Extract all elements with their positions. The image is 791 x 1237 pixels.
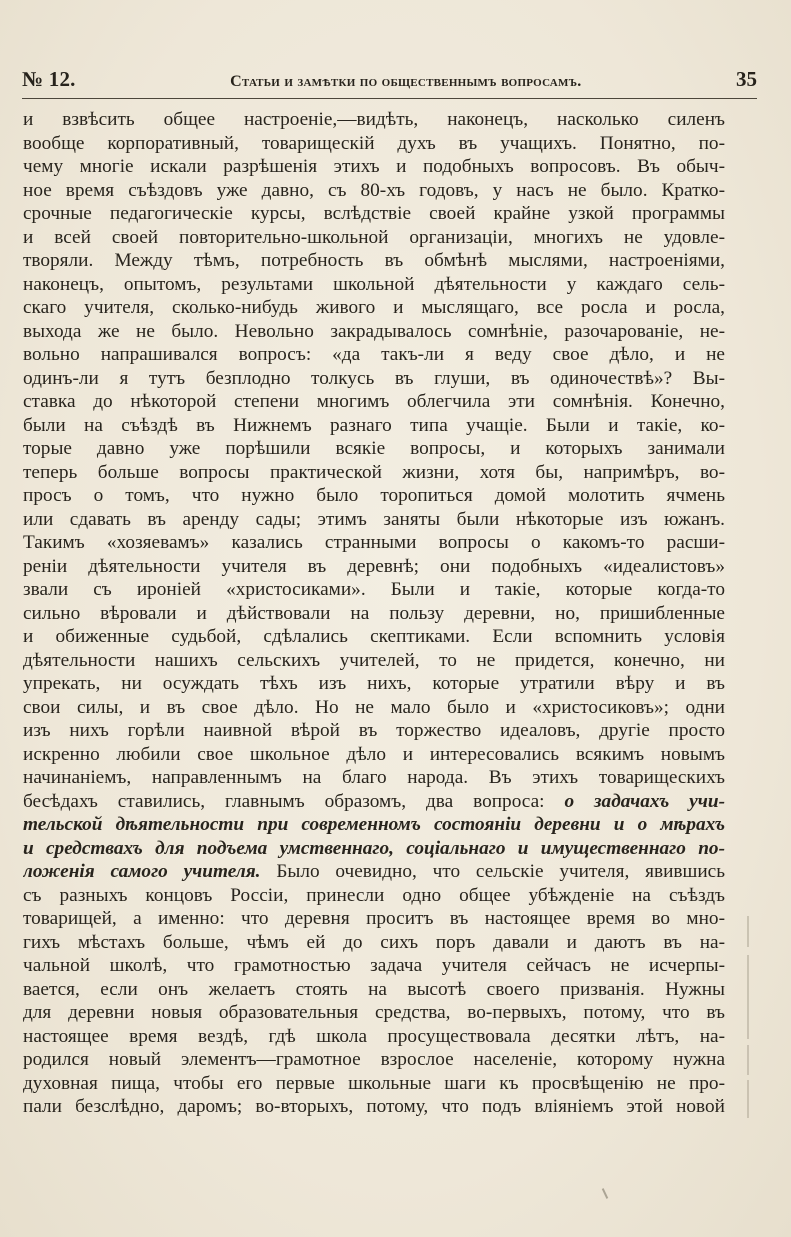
italic-text-line: тельской дѣятельности при современномъ состояніи деревни и о мѣрахъ [23, 814, 725, 835]
text-line: творяли. Между тѣмъ, потребность въ обмѣнѣ мыслями, настроеніями, [23, 250, 725, 271]
article-body [23, 108, 725, 1144]
text-line: вообще корпоративный, товарищескій духъ въ учащихъ. Понятно, по- [23, 132, 725, 154]
text-line: пали безслѣдно, даромъ; во-вторыхъ, потому, что подъ вліяніемъ этой новой [23, 1096, 725, 1117]
text-line: были на съѣздѣ въ Нижнемъ разнаго типа учащіе. Были и такіе, ко- [23, 414, 725, 436]
text-line: свои силы, и въ свое дѣло. Но не мало было и «христосиковъ»; одни [23, 696, 725, 718]
margin-pencil-mark [747, 1045, 749, 1075]
text-line: упрекать, ни осуждать тѣхъ изъ нихъ, которые утратили вѣру и въ [23, 673, 725, 694]
text-line: ное время съѣздовъ уже давно, съ 80-хъ годовъ, у насъ не было. Кратко- [23, 179, 725, 201]
text-line: ставка до нѣкоторой степени многимъ облегчила эти сомнѣнія. Конечно, [23, 391, 725, 412]
page-number: 35 [736, 67, 757, 91]
text-line: и взвѣсить общее настроеніе,—видѣть, наконецъ, насколько силенъ [23, 109, 725, 130]
text-line: выхода же не было. Невольно закрадывалось сомнѣніе, разочарованіе, не- [23, 320, 725, 342]
text-line: съ разныхъ концовъ Россіи, принесли одно общее убѣжденіе на съѣздъ [23, 884, 725, 906]
margin-pencil-mark [747, 916, 749, 947]
text-line: начинаніемъ, направленнымъ на благо народа. Въ этихъ товарищескихъ [23, 767, 725, 788]
text-line: просъ о томъ, что нужно было торопиться домой молотить ячмень [23, 485, 725, 506]
text-line: и всей своей повторительно-школьной организаціи, многихъ не удовле- [23, 226, 725, 248]
text-line: искренно любили свое школьное дѣло и интересовались всякимъ новымъ [23, 743, 725, 765]
text-line-mixed [23, 860, 725, 884]
text-line: Такимъ «хозяевамъ» казались странными вопросы о какомъ-то расши- [23, 532, 725, 553]
margin-pencil-mark [747, 955, 749, 1039]
text-line: родился новый элементъ—грамотное взрослое населеніе, которому нужна [23, 1049, 725, 1070]
text-line: сильно вѣровали и дѣйствовали на пользу деревни, но, пришибленные [23, 602, 725, 624]
text-line: звали съ ироніей «христосиками». Были и такіе, которые когда-то [23, 579, 725, 600]
text-segment: Было очевидно, что сельскіе учителя, явившись [276, 861, 725, 882]
text-line: вольно напрашивался вопросъ: «да такъ-ли я веду свое дѣло, и не [23, 344, 725, 365]
running-header [22, 67, 757, 95]
text-line: духовная пища, чтобы его первые школьные шаги къ просвѣщенію не про- [23, 1072, 725, 1094]
text-line: реніи дѣятельности учителя въ деревнѣ; они подобныхъ «идеалистовъ» [23, 555, 725, 577]
text-line: чальной школѣ, что грамотностью задача учителя сейчасъ не исчерпы- [23, 955, 725, 976]
italic-text-line: и средствахъ для подъема умственнаго, соціальнаго и имущественнаго по- [23, 837, 725, 859]
text-line-with-italic [23, 790, 725, 814]
text-line: наконецъ, опытомъ, результами школьной дѣятельности у каждаго сель- [23, 273, 725, 295]
text-line: чему многіе искали разрѣшенія этихъ и подобныхъ вопросовъ. Въ обыч- [23, 156, 725, 177]
header-rule [22, 98, 757, 99]
text-line: теперь больше вопросы практической жизни, хотя бы, напримѣръ, во- [23, 461, 725, 483]
text-line: вается, если онъ желаетъ стоять на высотѣ своего призванія. Нужны [23, 978, 725, 1000]
text-line: для деревни новыя образовательныя средства, во-первыхъ, потому, что въ [23, 1002, 725, 1023]
text-line: настоящее время вездѣ, гдѣ школа просуществовала десятки лѣтъ, на- [23, 1025, 725, 1047]
italic-question-end: ложенія самого учителя. [23, 861, 261, 882]
text-line: гихъ мѣстахъ больше, чѣмъ ей до сихъ поръ давали и даютъ въ на- [23, 931, 725, 953]
italic-question-start: о задачахъ учи- [564, 790, 725, 812]
text-line: дѣятельности нашихъ сельскихъ учителей, то не придется, конечно, ни [23, 649, 725, 671]
text-line: изъ нихъ горѣли наивной вѣрой въ торжество идеаловъ, другіе просто [23, 720, 725, 741]
running-title: Статьи и замѣтки по общественнымъ вопросамъ. [230, 73, 582, 90]
text-segment: бесѣдахъ ставились, главнымъ образомъ, два вопроса: [23, 790, 545, 812]
text-line: товарищей, а именно: что деревня проситъ въ настоящее время во мно- [23, 908, 725, 929]
text-line: одинъ-ли я тутъ безплодно толкусь въ глуши, въ одиночествѣ»? Вы- [23, 367, 725, 389]
text-line: и обиженные судьбой, сдѣлались скептиками. Если вспомнить условія [23, 626, 725, 647]
issue-number: № 12. [22, 67, 76, 91]
text-line: торые давно уже порѣшили всякіе вопросы, и которыхъ занимали [23, 438, 725, 459]
text-line: скаго учителя, сколько-нибудь живого и мыслящаго, все росла и росла, [23, 297, 725, 318]
margin-pencil-mark [747, 1080, 749, 1118]
text-line: срочные педагогическіе курсы, вслѣдствіе своей крайне узкой программы [23, 203, 725, 224]
paper-speck [602, 1188, 608, 1199]
text-line: или сдавать въ аренду сады; этимъ заняты были нѣкоторые изъ южанъ. [23, 508, 725, 530]
